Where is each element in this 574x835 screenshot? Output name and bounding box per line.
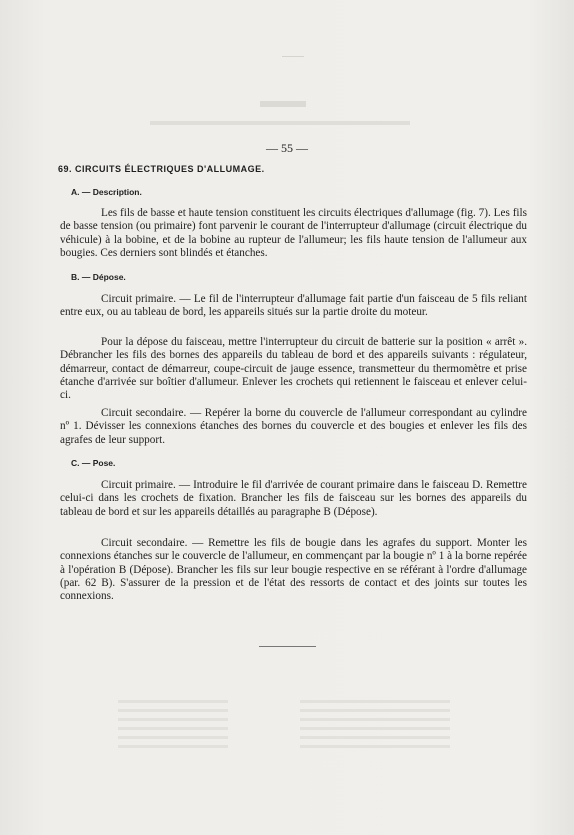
page-number: — 55 — — [266, 141, 308, 155]
show-through-mark — [300, 700, 450, 750]
subsection-heading-description: A. — Description. — [71, 187, 142, 197]
show-through-mark — [282, 56, 304, 57]
paragraph-pose-primary: Circuit primaire. — Introduire le fil d'arrivée de courant primaire dans le faisceau D. Remettre celui-ci dans les crochets de fixation. Brancher les fils de faisceau sur les bornes des appareils du tableau de bord et sur les appareils détaillés au paragraphe B (Dépose). — [60, 479, 527, 518]
closing-rule — [259, 646, 316, 647]
subsection-heading-depose: B. — Dépose. — [71, 272, 126, 282]
show-through-mark — [150, 121, 410, 125]
paragraph-depose-harness: Pour la dépose du faisceau, mettre l'interrupteur du circuit de batterie sur la position « arrêt ». Débrancher les fils des bornes des appareils du tableau de bord et des appareils suivants : régulateur, démarreur, contact de démarreur, coupe-circuit de jauge essence, transmetteur du thermomètre et prise étanche d'arrivée sur boîtier d'allumeur. Enlever les crochets qui retiennent le faisceau et enlever celui-ci. — [60, 336, 527, 402]
section-title: 69. CIRCUITS ÉLECTRIQUES D'ALLUMAGE. — [58, 164, 265, 174]
paragraph-depose-primary: Circuit primaire. — Le fil de l'interrupteur d'allumage fait partie d'un faisceau de 5 fils reliant entre eux, ou au tableau de bord, les appareils situés sur la partie droite du moteur. — [60, 293, 527, 319]
paragraph-depose-secondary: Circuit secondaire. — Repérer la borne du couvercle de l'allumeur correspondant au cylindre nº 1. Dévisser les connexions étanches des bornes du couvercle et des bougies et enlever les fils des agrafes de leur support. — [60, 407, 527, 446]
subsection-heading-pose: C. — Pose. — [71, 458, 116, 468]
show-through-mark — [118, 700, 228, 750]
paragraph-pose-secondary: Circuit secondaire. — Remettre les fils de bougie dans les agrafes du support. Monter les connexions étanches sur le couvercle de l'allumeur, en commençant par la bougie nº 1 à la borne repérée à l'opération B (Dépose). Brancher les fils sur leur bougie respective en se référant à l'ordre d'allumage (par. 62 B). S'assurer de la pression et de l'état des ressorts de contact et des joints sur toutes les connexions. — [60, 537, 527, 603]
paragraph-description: Les fils de basse et haute tension constituent les circuits électriques d'allumage (fig. 7). Les fils de basse tension (ou primaire) font parvenir le courant de l'interrupteur d'allumage (circuit électrique du véhicule) à la bobine, et de la bobine au rupteur de l'allumeur; les fils haute tension de l'allumeur aux bougies. Ces derniers sont blindés et étanches. — [60, 207, 527, 259]
show-through-mark — [260, 101, 306, 107]
